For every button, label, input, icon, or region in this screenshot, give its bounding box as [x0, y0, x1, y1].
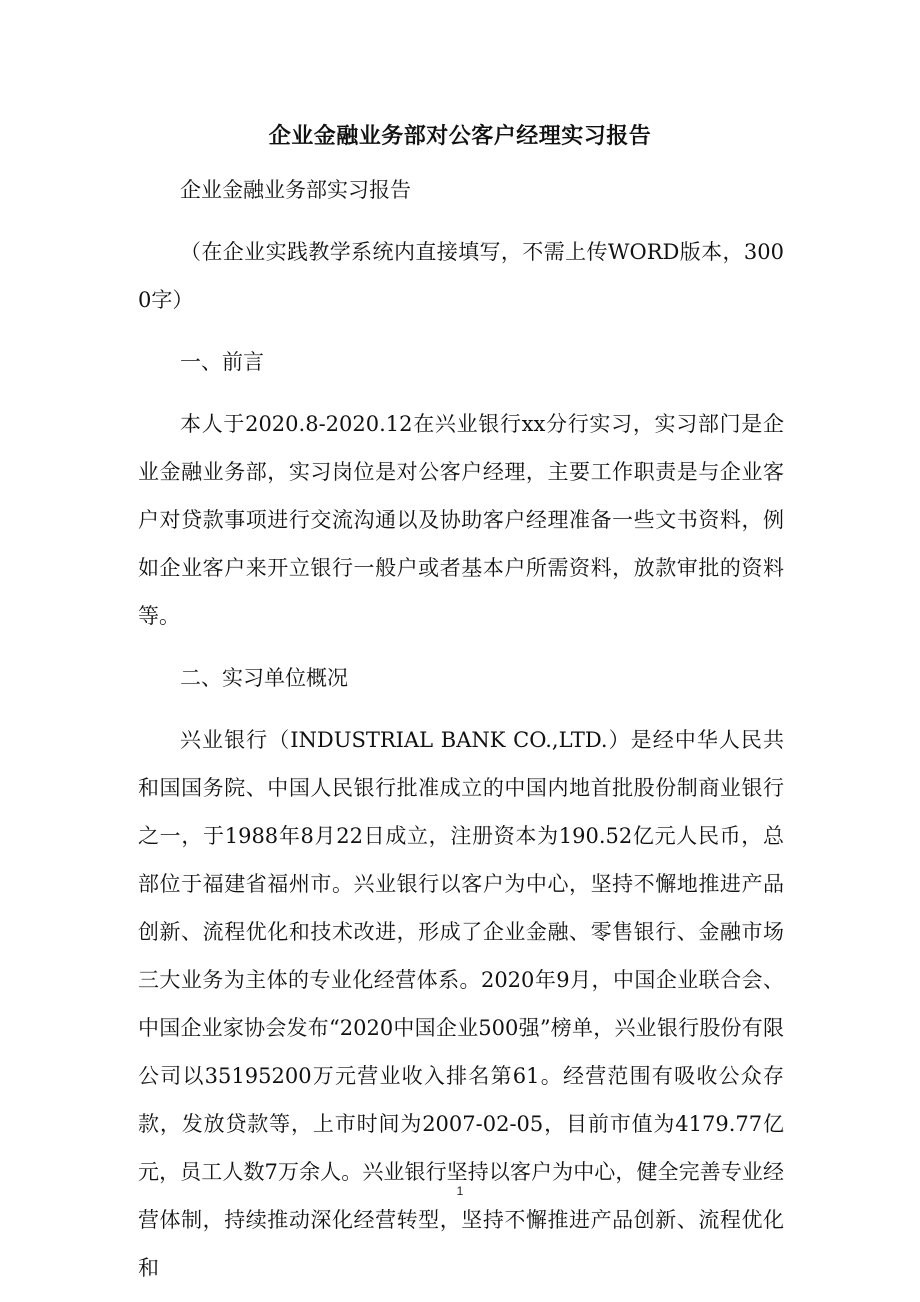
page-number: 1	[456, 1184, 464, 1198]
paragraph-subtitle: 企业金融业务部实习报告	[180, 178, 411, 202]
section-heading-company-overview: 二、实习单位概况	[180, 666, 348, 690]
paragraph-company-overview: 兴业银行（INDUSTRIAL BANK CO.,LTD.）是经中华人民共和国国务院、中国人民银行批准成立的中国内地首批股份制商业银行之一，于1988年8月22日成立，注册资本为190.52亿元人民币，总部位于福建省福州市。兴业银行以客户为中心，坚持不懈地推进产品创新、流程优化和技术改进，形成了企业金融、零售银行、金融市场三大业务为主体的专业化经营体系。2020年9月，中国企业联合会、中国企业家协会发布“2020中国企业500强”榜单，兴业银行股份有限公司以35195200万元营业收入排名第61。经营范围有吸收公众存款，发放贷款等，上市时间为2007-02-05，目前市值为4179.77亿元，员工人数7万余人。兴业银行坚持以客户为中心，健全完善专业经营体制，持续推动深化经营转型，坚持不懈推进产品创新、流程优化和	[138, 728, 784, 1280]
section-heading-preface: 一、前言	[180, 350, 264, 374]
document-title: 企业金融业务部对公客户经理实习报告	[268, 123, 652, 149]
document-body	[138, 166, 784, 1292]
paragraph-instruction: （在企业实践教学系统内直接填写，不需上传WORD版本，3000字）	[138, 240, 784, 312]
paragraph-preface: 本人于2020.8-2020.12在兴业银行xx分行实习，实习部门是企业金融业务部，实习岗位是对公客户经理，主要工作职责是与企业客户对贷款事项进行交流沟通以及协助客户经理准备一些文书资料，例如企业客户来开立银行一般户或者基本户所需资料，放款审批的资料等。	[138, 412, 784, 628]
